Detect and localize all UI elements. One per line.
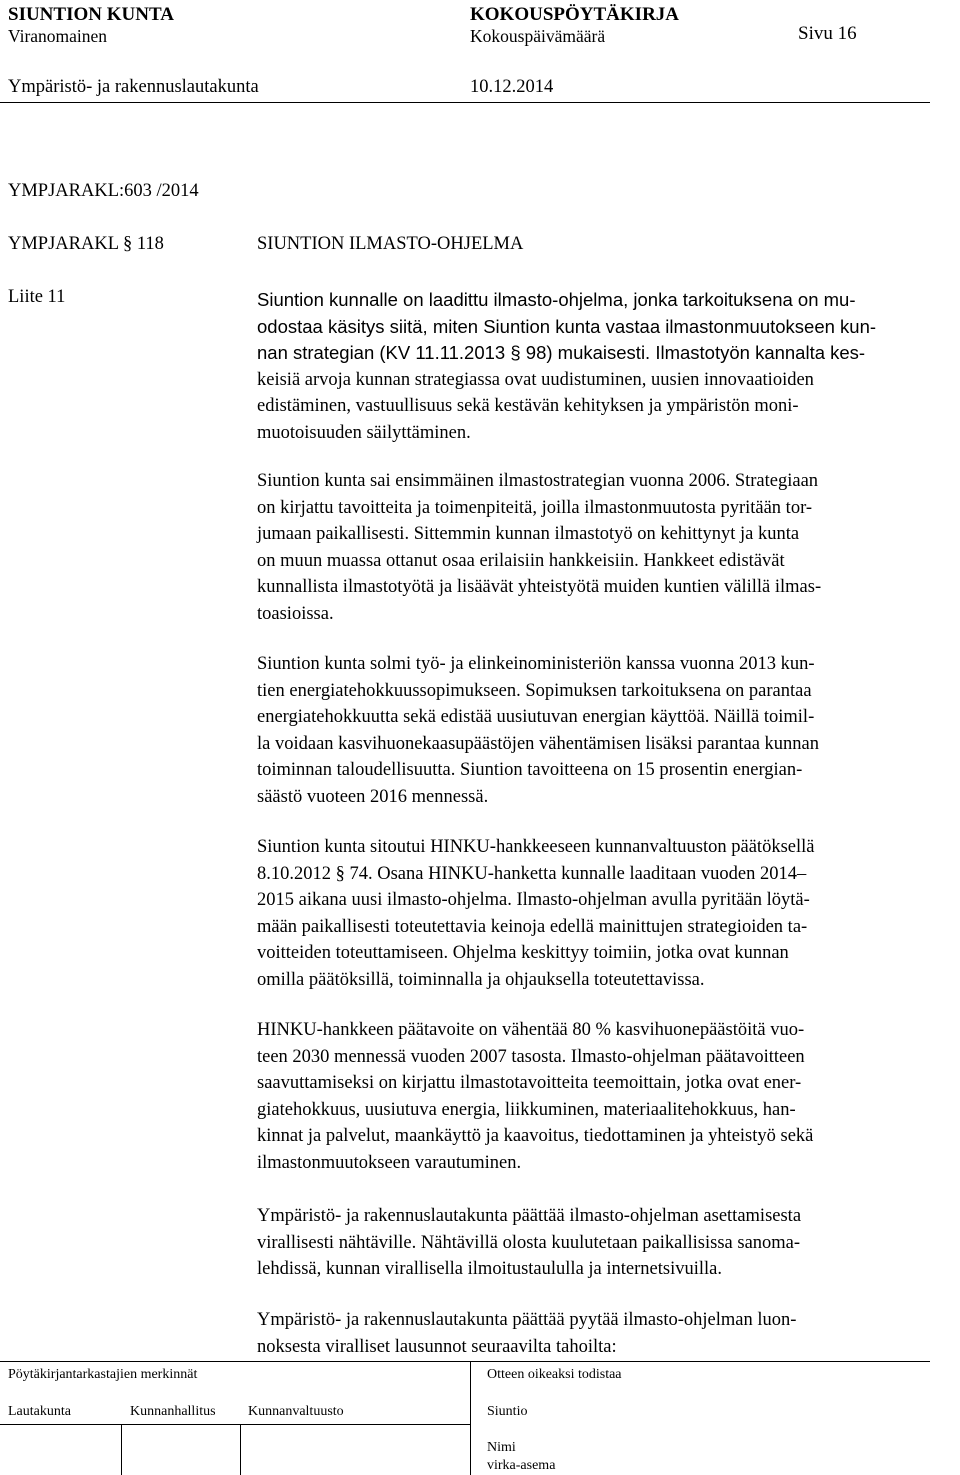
footer-vertical-divider — [470, 1361, 471, 1475]
date-label: Kokouspäivämäärä — [470, 26, 606, 46]
paragraph-3: Siuntion kunta solmi työ- ja elinkeinoministeriön kanssa vuonna 2013 kun- tien energiatehokkuussopimukseen. Sopimuksen tarkoituksena on parantaa energiatehokkuutta sekä edistää uusiutuvan energian käyttöä. Näillä toimil- la voidaan kasvihuonekaasupäästöjen vähentämisen lisäksi parantaa kunnan toiminnan taloudellisuutta. Siuntion tavoitteena on 15 prosentin energian- säästö vuoteen 2016 mennessä. — [257, 654, 820, 807]
footer-col-divider-1 — [121, 1424, 122, 1475]
position-label: virka-asema — [487, 1458, 556, 1473]
page-number: Sivu 16 — [798, 23, 857, 44]
footer-col-lautakunta: Lautakunta — [8, 1404, 71, 1419]
footer-col-divider-2 — [240, 1424, 241, 1475]
paragraph-1: Siuntion kunnalle on laadittu ilmasto-ohjelma, jonka tarkoituksena on mu- odostaa käsitys siitä, miten Siuntion kunta vastaa ilmastonmuutokseen kun- nan strategian (KV 11.11.2013 § 98) mukaisesti. Ilmastotyön kannalta kes- keisiä arvoja kunnan strategiassa ovat uudistuminen, uusien innovaatioiden edistäminen, vastuullisuus sekä kestävän kehityksen ja ympäristön moni- muotoisuuden säilyttäminen. — [257, 289, 877, 443]
paragraph-6: Ympäristö- ja rakennuslautakunta päättää ilmasto-ohjelman asettamisesta virallisesti nähtäville. Nähtävillä olosta kuulutetaan paikallisissa sanoma- lehdissä, kunnan virallisella ilmoitustaululla ja internetsivuilla. — [257, 1206, 802, 1279]
case-id: YMPJARAKL:603 /2014 — [8, 181, 199, 201]
certified-label: Otteen oikeaksi todistaa — [487, 1367, 622, 1382]
paragraph-7: Ympäristö- ja rakennuslautakunta päättää pyytää ilmasto-ohjelman luon- noksesta viralliset lausunnot seuraavilta tahoilta: — [257, 1310, 797, 1357]
section-number: YMPJARAKL § 118 — [8, 234, 164, 254]
footer-top-rule — [0, 1361, 930, 1362]
authority-name: Ympäristö- ja rakennuslautakunta — [8, 77, 259, 97]
meeting-date: 10.12.2014 — [470, 77, 554, 97]
footer-col-kunnanvaltuusto: Kunnanvaltuusto — [248, 1404, 344, 1419]
case-title: SIUNTION ILMASTO-OHJELMA — [257, 234, 524, 254]
municipality-name: SIUNTION KUNTA — [8, 4, 174, 25]
name-label: Nimi — [487, 1440, 516, 1455]
authority-label: Viranomainen — [8, 26, 108, 46]
paragraph-5: HINKU-hankkeen päätavoite on vähentää 80 % kasvihuonepäästöitä vuo- teen 2030 mennessä vuoden 2007 tasosta. Ilmasto-ohjelman päätavoitteen saavuttamiseksi on kirjattu ilmastotavoitteita teemoittain, jotka ovat ener- giatehokkuus, uusiutuva energia, liikkuminen, materiaalitehokkuus, han- kinnat ja palvelut, maankäyttö ja kaavoitus, tiedottaminen ja yhteistyö sekä ilmastonmuutokseen varautuminen. — [257, 1020, 814, 1173]
header-divider — [0, 102, 930, 103]
footer-signature-rule — [0, 1424, 470, 1425]
checkers-label: Pöytäkirjantarkastajien merkinnät — [8, 1367, 198, 1382]
paragraph-4: Siuntion kunta sitoutui HINKU-hankkeeseen kunnanvaltuuston päätöksellä 8.10.2012 § 74. Osana HINKU-hanketta kunnalle laaditaan vuoden 2014– 2015 aikana uusi ilmasto-ohjelma. Ilmasto-ohjelman avulla pyritään löytä- mään paikallisesti toteutettavia keinoja edellä mainittujen strategioiden ta- voitteiden toteuttamiseen. Ohjelma keskittyy toimiin, jotka ovat kunnan omilla päätöksillä, toiminnalla ja ohjauksella toteutettavissa. — [257, 837, 815, 990]
footer-col-kunnanhallitus: Kunnanhallitus — [130, 1404, 216, 1419]
paragraph-2: Siuntion kunta sai ensimmäinen ilmastostrategian vuonna 2006. Strategiaan on kirjattu tavoitteita ja toimenpiteitä, joilla ilmastonmuutosta pyritään tor- jumaan paikallisesti. Sittemmin kunnan ilmastotyö on kehittynyt ja kunta on muun muassa ottanut osaa erilaisiin hankkeisiin. Hankkeet edistävät kunnallista ilmastotyötä ja lisäävät yhteistyötä muiden kuntien välillä ilmas- toasioissa. — [257, 471, 822, 624]
certified-place: Siuntio — [487, 1404, 528, 1419]
attachment-ref: Liite 11 — [8, 287, 66, 307]
document-type: KOKOUSPÖYTÄKIRJA — [470, 4, 680, 25]
